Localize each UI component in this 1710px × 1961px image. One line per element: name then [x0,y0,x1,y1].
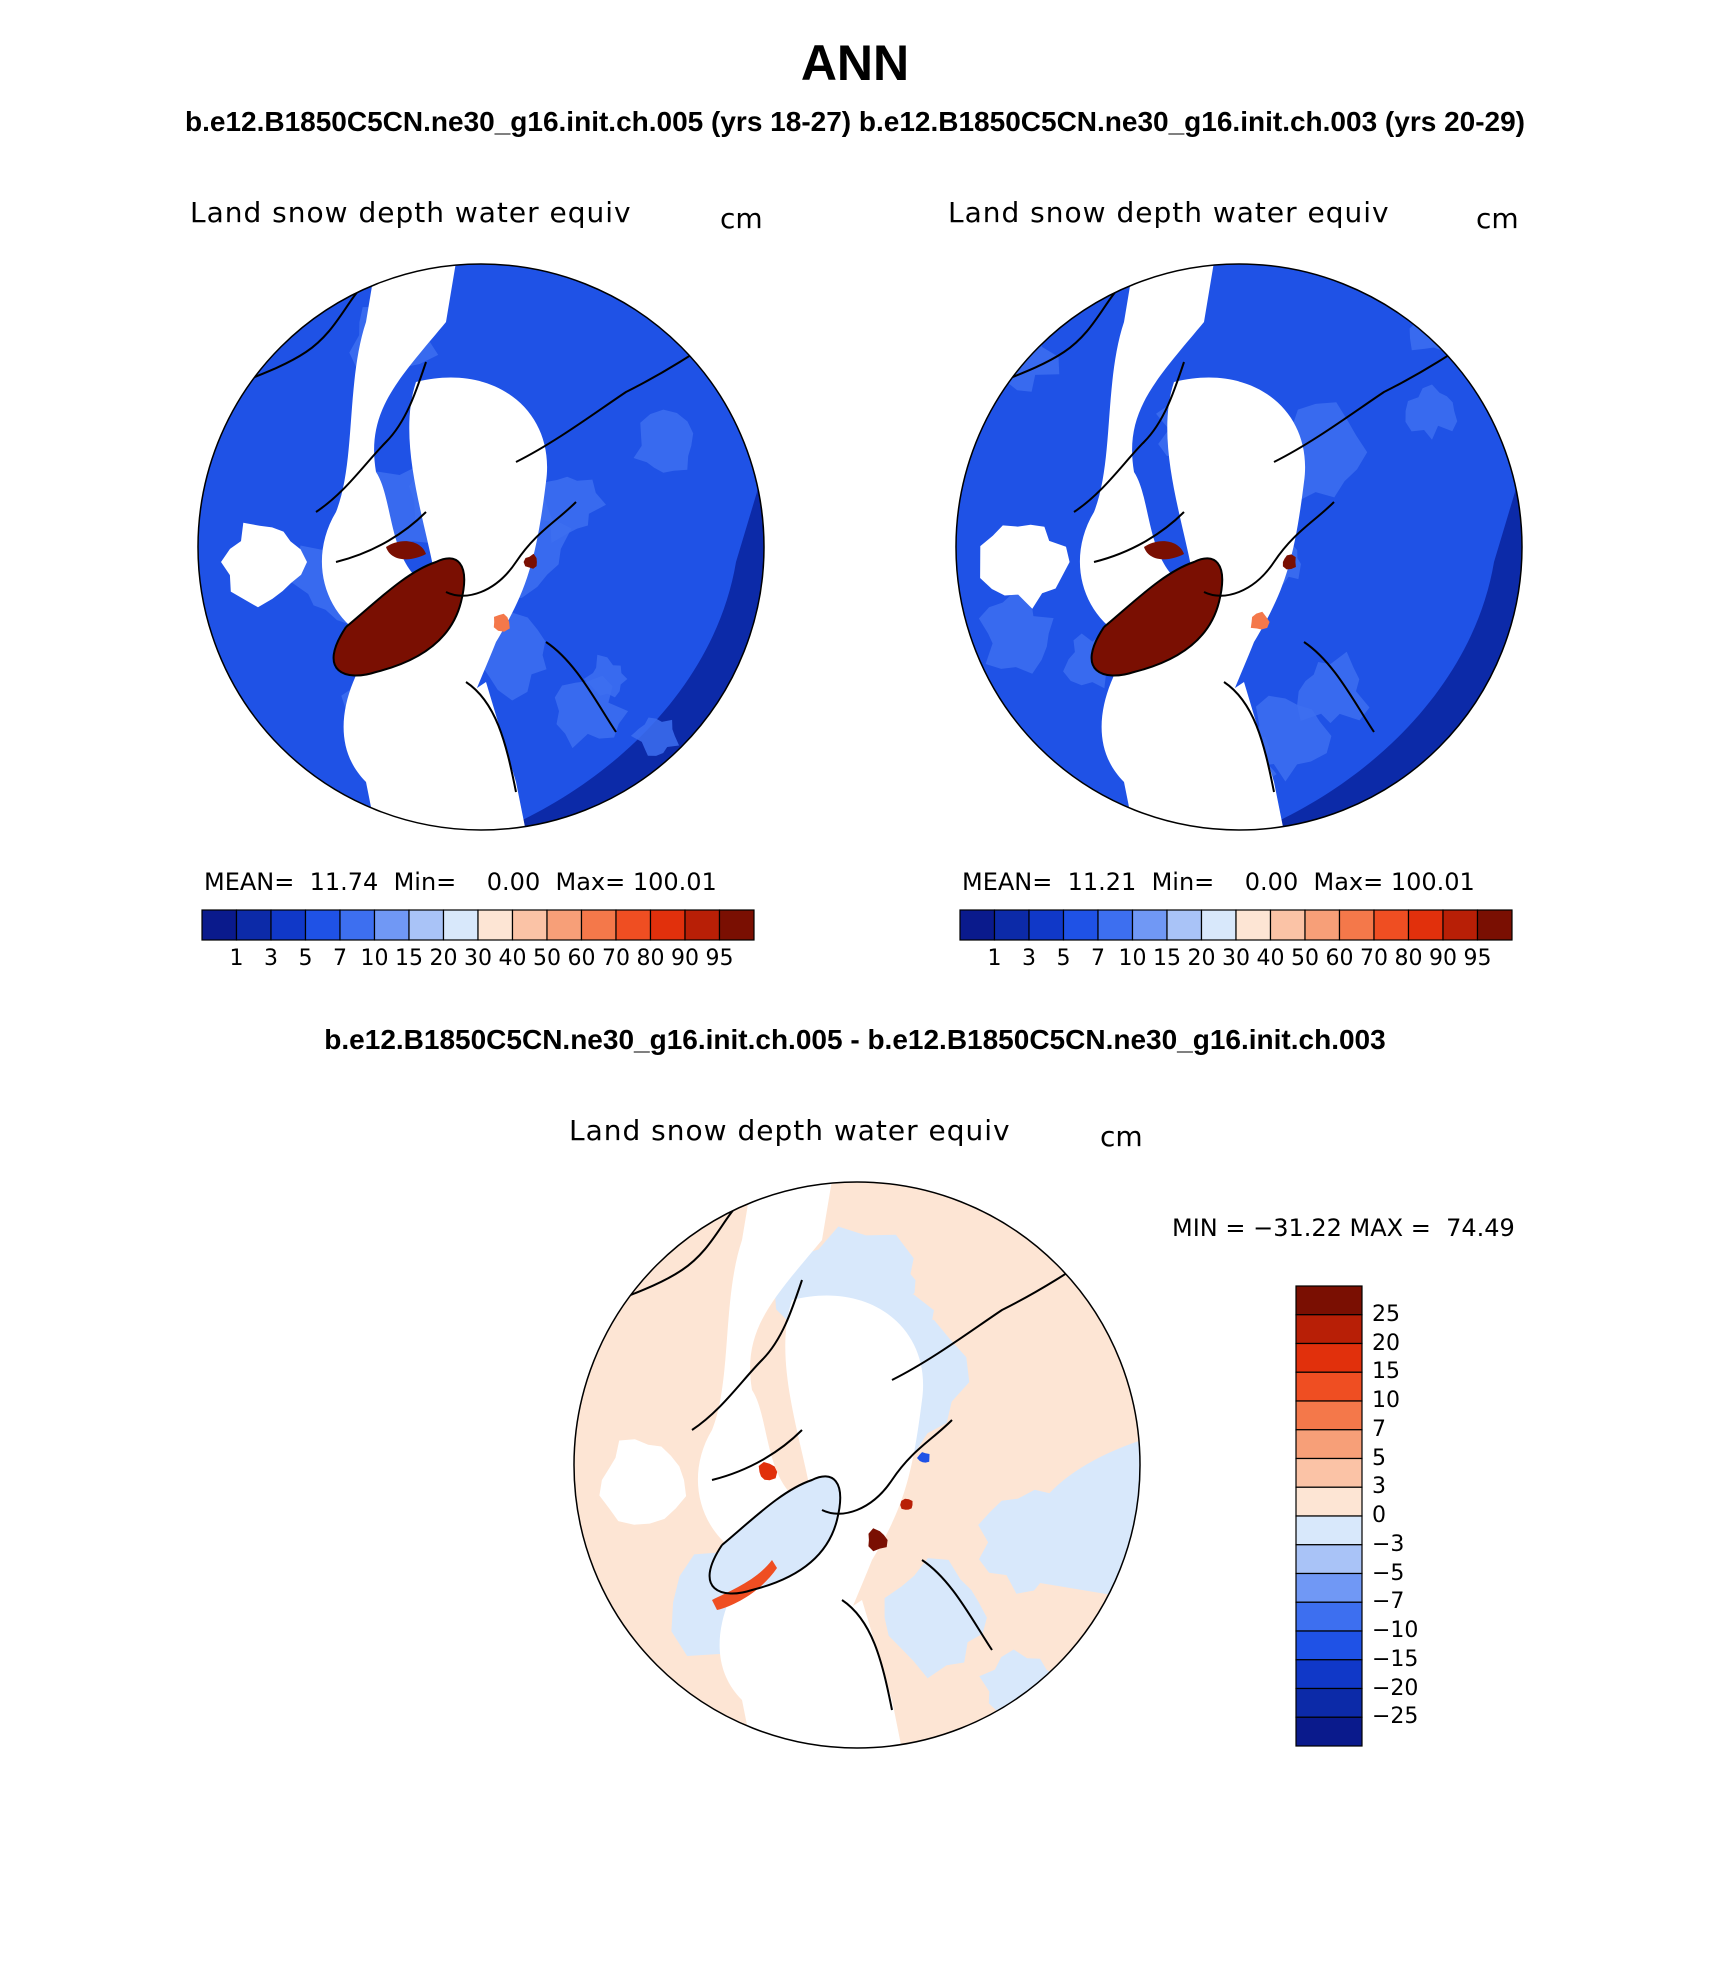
colorbar-tick-label: 40 [1256,946,1285,971]
colorbar-swatch [1029,910,1064,940]
diff-colorbar-tick-label: 15 [1372,1359,1400,1385]
colorbar-swatch [685,910,720,940]
diff-colorbar-tick-label: 5 [1372,1445,1386,1471]
panel2-title: Land snow depth water equiv [948,196,1390,229]
panel1-units: cm [720,202,763,235]
colorbar-swatch [513,910,548,940]
diff-colorbar-tick-label: −20 [1372,1675,1419,1701]
colorbar-tick-label: 80 [1394,946,1423,971]
colorbar-tick-label: 40 [498,946,527,971]
colorbar-swatch [202,910,237,940]
diff-colorbar-swatch [1296,1545,1362,1574]
diff-colorbar-tick-label: −25 [1372,1704,1419,1730]
panel2-polar-map [954,262,1524,832]
diff-colorbar-swatch [1296,1315,1362,1344]
colorbar-swatch [375,910,410,940]
colorbar-tick-label: 60 [567,946,596,971]
colorbar-swatch [1133,910,1168,940]
diff-colorbar-tick-label: −15 [1372,1646,1419,1672]
diff-colorbar-swatch [1296,1430,1362,1459]
diff-colorbar-swatch [1296,1660,1362,1689]
colorbar-swatch [995,910,1030,940]
figure-title: ANN [800,35,910,91]
colorbar-swatch [237,910,272,940]
colorbar-tick-label: 3 [264,946,278,971]
colorbar-swatch [1478,910,1513,940]
colorbar-tick-label: 1 [987,946,1002,971]
colorbar-swatch [1236,910,1271,940]
colorbar-tick-label: 15 [1153,946,1181,971]
diff-panel-units: cm [1100,1120,1143,1153]
diff-colorbar-swatch [1296,1717,1362,1746]
colorbar-swatch [960,910,995,940]
diff-colorbar-tick-label: 3 [1372,1474,1386,1500]
colorbar-tick-label: 5 [298,946,313,971]
colorbar-tick-label: 60 [1325,946,1354,971]
colorbar-swatch [720,910,755,940]
colorbar-swatch [1340,910,1375,940]
colorbar-swatch [409,910,444,940]
colorbar-tick-label: 10 [1118,946,1147,971]
panel1-stats: MEAN= 11.74 Min= 0.00 Max= 100.01 [204,868,717,896]
diff-colorbar-swatch [1296,1372,1362,1401]
diff-colorbar-tick-label: 20 [1372,1330,1400,1356]
diff-colorbar-swatch [1296,1401,1362,1430]
diff-colorbar-swatch [1296,1689,1362,1718]
colorbar-tick-label: 20 [429,946,458,971]
diff-colorbar-swatch [1296,1286,1362,1315]
colorbar-swatch [478,910,513,940]
colorbar-tick-label: 30 [1222,946,1250,971]
colorbar-tick-label: 5 [1056,946,1071,971]
diff-colorbar-swatch [1296,1574,1362,1603]
panel2-units: cm [1476,202,1519,235]
colorbar-swatch [1167,910,1202,940]
colorbar-swatch [340,910,375,940]
colorbar-tick-label: 90 [1429,946,1457,971]
colorbar-swatch [616,910,651,940]
colorbar-swatch [1443,910,1478,940]
diff-stats: MIN = −31.22 MAX = 74.49 [1172,1214,1515,1242]
colorbar-swatch [1374,910,1409,940]
colorbar-swatch [271,910,306,940]
colorbar-tick-label: 90 [671,946,699,971]
colorbar-swatch [306,910,341,940]
diff-colorbar-swatch [1296,1487,1362,1516]
diff-polar-map [572,1180,1142,1750]
colorbar-tick-label: 30 [464,946,492,971]
colorbar-tick-label: 15 [395,946,423,971]
diff-colorbar-tick-label: −5 [1372,1560,1405,1586]
diff-colorbar-swatch [1296,1631,1362,1660]
colorbar-swatch [582,910,617,940]
colorbar-tick-label: 80 [636,946,665,971]
diff-colorbar-tick-label: 25 [1372,1301,1400,1327]
colorbar-tick-label: 95 [705,946,734,971]
colorbar-swatch [1305,910,1340,940]
diff-colorbar-tick-label: 0 [1372,1503,1386,1528]
colorbar-tick-label: 7 [333,946,347,971]
diff-colorbar-swatch [1296,1602,1362,1631]
diff-colorbar-tick-label: 7 [1372,1416,1386,1442]
difference-header: b.e12.B1850C5CN.ne30_g16.init.ch.005 - b.e12.B1850C5CN.ne30_g16.init.ch.003 [324,1024,1386,1055]
colorbar-tick-label: 3 [1022,946,1036,971]
diff-panel-title: Land snow depth water equiv [569,1114,1011,1147]
colorbar-swatch [651,910,686,940]
colorbar-swatch [1271,910,1306,940]
panel2-stats: MEAN= 11.21 Min= 0.00 Max= 100.01 [962,868,1475,896]
colorbar-tick-label: 70 [1360,946,1388,971]
colorbar-tick-label: 50 [533,946,561,971]
panel1-polar-map [196,262,766,832]
colorbar-swatch [1064,910,1099,940]
colorbar-tick-label: 7 [1091,946,1105,971]
diff-colorbar-tick-label: −10 [1372,1618,1419,1643]
colorbar-tick-label: 10 [360,946,389,971]
diff-colorbar-swatch [1296,1516,1362,1545]
diff-colorbar [1296,1286,1362,1746]
panel1-title: Land snow depth water equiv [190,196,632,229]
case-comparison-header: b.e12.B1850C5CN.ne30_g16.init.ch.005 (yrs 18-27) b.e12.B1850C5CN.ne30_g16.init.ch.003 (yrs 20-29) [184,106,1526,137]
colorbar-swatch [444,910,479,940]
colorbar-tick-label: 20 [1187,946,1216,971]
colorbar-tick-label: 70 [602,946,630,971]
diff-colorbar-tick-label: −7 [1372,1589,1405,1615]
colorbar-tick-label: 95 [1463,946,1492,971]
colorbar-tick-label: 1 [229,946,244,971]
diff-colorbar-swatch [1296,1459,1362,1488]
diff-colorbar-tick-label: −3 [1372,1531,1405,1557]
colorbar-tick-label: 50 [1291,946,1319,971]
panel1-colorbar [202,910,754,940]
colorbar-swatch [547,910,582,940]
colorbar-swatch [1098,910,1133,940]
colorbar-swatch [1409,910,1444,940]
diff-colorbar-swatch [1296,1344,1362,1373]
panel2-colorbar [960,910,1512,940]
diff-colorbar-tick-label: 10 [1372,1388,1400,1413]
colorbar-swatch [1202,910,1237,940]
